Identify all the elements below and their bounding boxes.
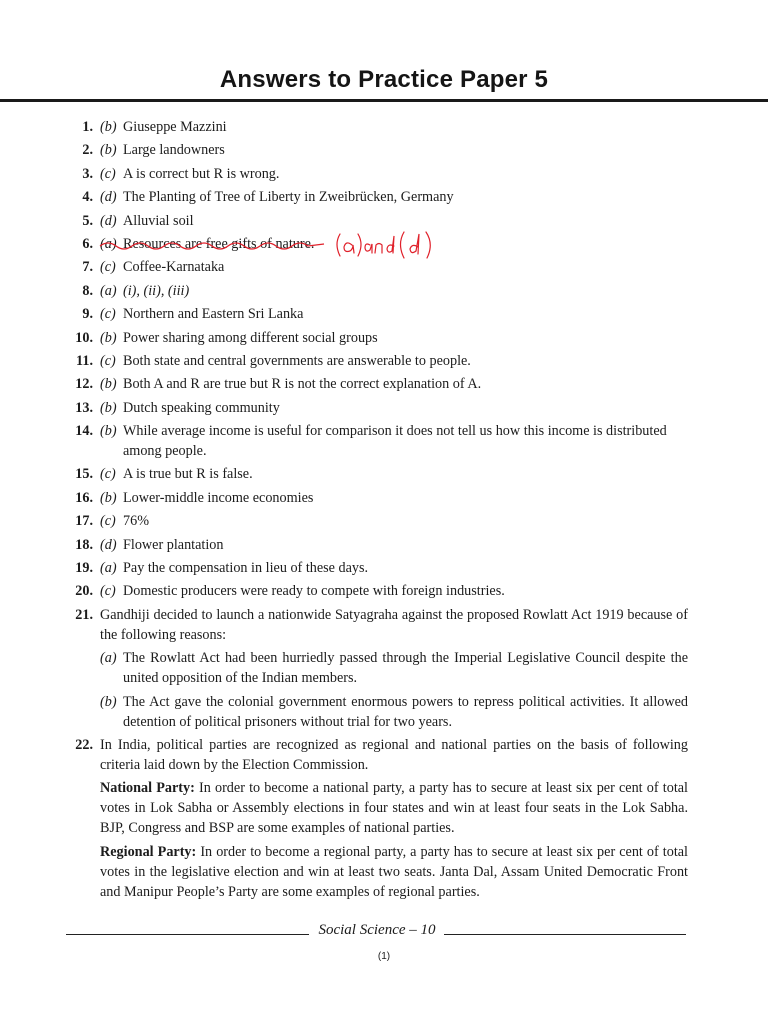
answer-21-point-a: (a) The Rowlatt Act had been hurriedly passed through the Imperial Legislative Council despite the united opposition of the Indian members. xyxy=(100,650,688,687)
footer-rule-right xyxy=(444,934,686,935)
answer-7: 7. (c) Coffee-Karnataka xyxy=(82,259,225,276)
page-title: Answers to Practice Paper 5 xyxy=(219,66,549,93)
title-rule xyxy=(0,99,768,102)
answer-16: 16. (b) Lower-middle income economies xyxy=(75,489,314,506)
answer-2: 2. (b) Large landowners xyxy=(82,142,225,159)
answer-22: 22. In India, political parties are recognized as regional and national parties on the basis of following criteria laid down by the Election Commission. xyxy=(75,736,688,773)
national-party-paragraph: National Party: In order to become a national party, a party has to secure at least six per cent of total votes in Lok Sabha or Assembly elections in four states and win at least four seats in the Lok Sabha. BJP, Congress and BSP are some examples of national parties. xyxy=(100,780,688,837)
answer-20: 20. (c) Domestic producers were ready to compete with foreign industries. xyxy=(75,583,505,600)
answer-13: 13. (b) Dutch speaking community xyxy=(75,399,280,416)
answer-3: 3. (c) A is correct but R is wrong. xyxy=(82,165,280,182)
page-number: (1) xyxy=(377,951,391,962)
answer-9: 9. (c) Northern and Eastern Sri Lanka xyxy=(82,306,304,323)
answers-list xyxy=(0,117,768,902)
footer-subject: Social Science – 10 xyxy=(318,922,436,938)
answer-21-point-b: (b) The Act gave the colonial government enormous powers to repress political activities. It allowed detention of political prisoners without trial for two years. xyxy=(100,693,688,730)
footer-rule-left xyxy=(66,934,309,935)
answer-8: 8. (a) (i), (ii), (iii) xyxy=(82,282,190,299)
answer-19: 19. (a) Pay the compensation in lieu of these days. xyxy=(75,560,369,577)
answer-17: 17. (c) 76% xyxy=(75,513,150,530)
answer-10: 10. (b) Power sharing among different social groups xyxy=(75,329,378,346)
answer-12: 12. (b) Both A and R are true but R is not the correct explanation of A. xyxy=(75,376,482,393)
answer-21: 21. Gandhiji decided to launch a nationwide Satyagraha against the proposed Rowlatt Act 1919 because of the following reasons: xyxy=(75,606,688,643)
answer-18: 18. (d) Flower plantation xyxy=(75,536,224,553)
answer-11: 11. (c) Both state and central governments are answerable to people. xyxy=(76,352,471,369)
answer-1: 1. (b) Giuseppe Mazzini xyxy=(82,119,227,135)
answer-5: 5. (d) Alluvial soil xyxy=(82,212,194,229)
struck-answer: (a) Resources are free gifts of nature. xyxy=(100,234,314,254)
regional-party-paragraph: Regional Party: In order to become a regional party, a party has to secure at least six per cent of total votes in the legislative election and win at least two seats. Janta Dal, Assam United Democratic Front and Manipur People’s Party are some examples of regional parties. xyxy=(100,843,688,900)
struck-answer-text: Resources are free gifts of nature. xyxy=(123,235,315,252)
answer-15: 15. (c) A is true but R is false. xyxy=(75,466,253,483)
answer-4: 4. (d) The Planting of Tree of Liberty in Zweibrücken, Germany xyxy=(82,189,454,206)
strike-through-scribble xyxy=(98,235,328,252)
answer-14: 14. (b) While average income is useful for comparison it does not tell us how this income is distributed among people. xyxy=(75,423,667,460)
answer-6: 6. (a) Resources are free gifts of nature. xyxy=(0,234,768,254)
